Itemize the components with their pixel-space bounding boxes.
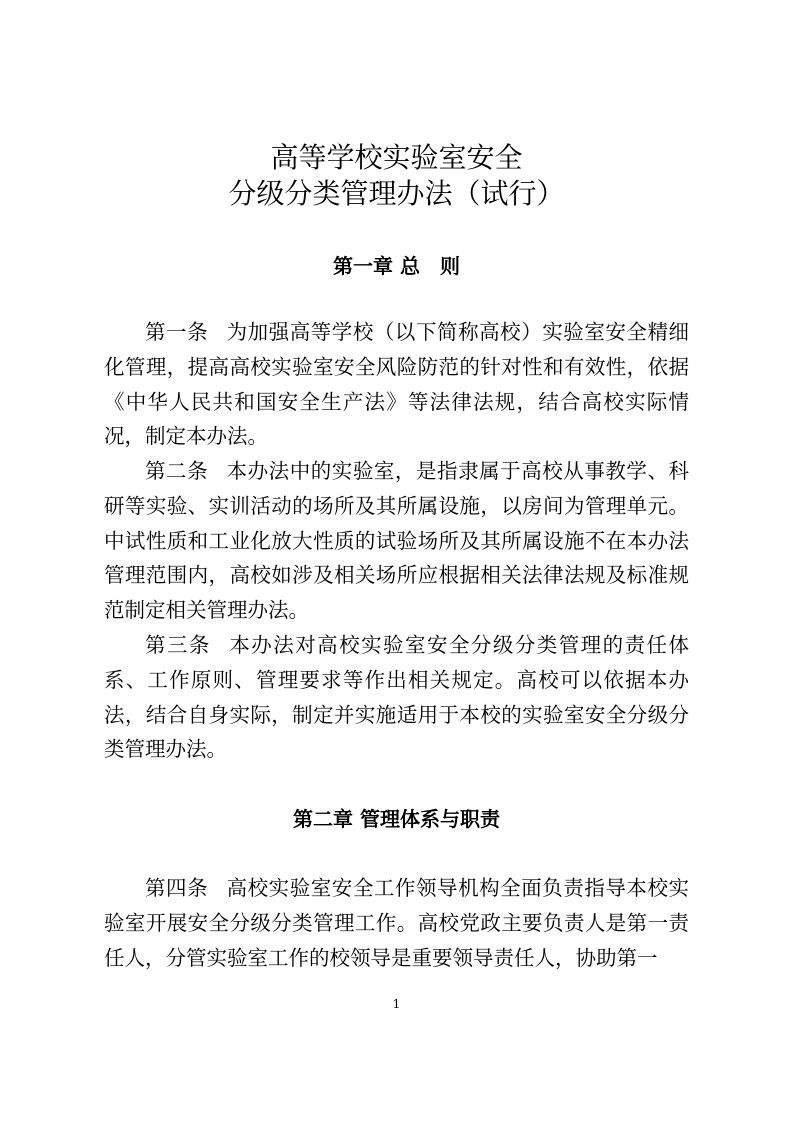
article-text: 本办法中的实验室，是指隶属于高校从事教学、科研等实验、实训活动的场所及其所属设施，以房间为管理单元。中试性质和工业化放大性质的试验场所及其所属设施不在本办法管理范围内，高校如涉及相关场所应根据相关法律法规及标准规范制定相关管理办法。 [104,459,690,623]
article-text: 本办法对高校实验室安全分级分类管理的责任体系、工作原则、管理要求等作出相关规定。高校可以依据本办法，结合自身实际，制定并实施适用于本校的实验室安全分级分类管理办法。 [104,633,690,762]
article-number: 第二条 [145,459,209,483]
article-paragraph [104,871,689,975]
article-paragraph [104,315,689,454]
article-paragraph [104,454,689,628]
article-paragraph [104,628,689,767]
article-text: 高校实验室安全工作领导机构全面负责指导本校实验室开展安全分级分类管理工作。高校党政主要负责人是第一责任人，分管实验室工作的校领导是重要领导责任人，协助第一 [104,876,690,970]
document-title-line1: 高等学校实验室安全 [270,141,523,174]
document-title-line2: 分级分类管理办法（试行） [228,177,565,210]
page-number: 1 [392,997,401,1011]
article-number: 第一条 [145,320,209,344]
article-number: 第四条 [145,876,209,900]
article-number: 第三条 [145,633,211,657]
article-text: 为加强高等学校（以下简称高校）实验室安全精细化管理，提高高校实验室安全风险防范的针对性和有效性，依据《中华人民共和国安全生产法》等法律法规，结合高校实际情况，制定本办法。 [104,320,690,449]
chapter-heading: 第一章 总 则 [333,254,460,278]
chapter-heading: 第二章 管理体系与职责 [293,807,500,831]
